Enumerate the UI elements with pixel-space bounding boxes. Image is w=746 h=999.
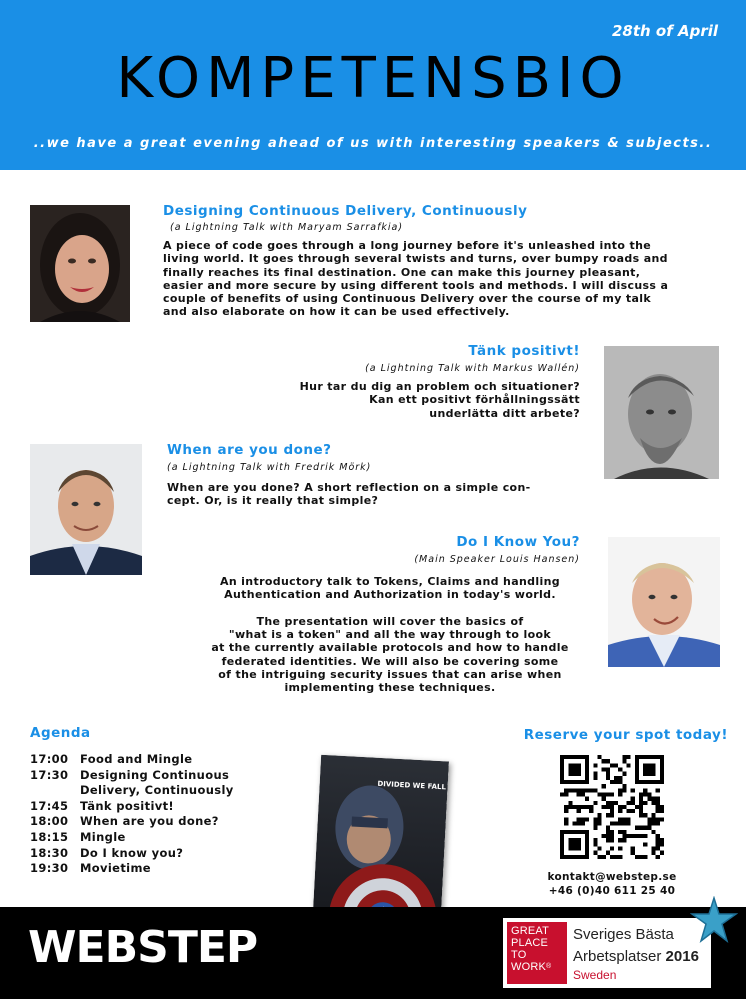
agenda-item: 18:00 When are you done? xyxy=(30,814,219,829)
event-title: KOMPETENSBIO xyxy=(116,46,630,111)
talk-1-subtitle: (a Lightning Talk with Maryam Sarrafkia) xyxy=(170,222,404,233)
event-tagline: ..we have a great evening ahead of us with interesting speakers & subjects.. xyxy=(33,136,713,151)
talk-4-description: An introductory talk to Tokens, Claims and handling Authentication and Authorization in today's world. The presentation will cover the basics of "what is a token" and all the way through to look at the currently available protocols and how to handle federated identities. We will also be covering some of the intriguing security issues that can arise when implementing these techniques. xyxy=(211,575,569,695)
contact-info xyxy=(530,870,694,898)
header-banner xyxy=(0,0,746,170)
award-line-2: Arbetsplatser 2016 xyxy=(573,948,699,965)
speaker-photo-fredrik xyxy=(30,444,142,575)
talk-4-subtitle: (Main Speaker Louis Hansen) xyxy=(414,554,580,565)
speaker-photo-maryam xyxy=(30,205,130,322)
qr-code[interactable] xyxy=(560,755,664,859)
talk-2-subtitle: (a Lightning Talk with Markus Wallén) xyxy=(365,363,580,374)
talk-1-title: Designing Continuous Delivery, Continuously xyxy=(163,203,528,219)
award-line-1: Sveriges Bästa xyxy=(573,926,674,943)
contact-email[interactable]: kontakt@webstep.se xyxy=(547,871,677,883)
talk-3-title: When are you done? xyxy=(167,442,332,458)
speaker-photo-louis xyxy=(608,537,720,667)
agenda-item: 17:45 Tänk positivt! xyxy=(30,798,175,813)
speaker-photo-markus xyxy=(604,346,719,479)
talk-4-title: Do I Know You? xyxy=(456,534,580,550)
agenda-item: 17:30 Designing Continuous Delivery, Continuously xyxy=(30,767,234,798)
reserve-title: Reserve your spot today! xyxy=(523,727,728,743)
agenda-item: 18:30 Do I know you? xyxy=(30,845,184,860)
webstep-logo: WEBSTEP xyxy=(28,922,258,973)
agenda-title: Agenda xyxy=(30,725,91,741)
talk-2-description: Hur tar du dig an problem och situationer? Kan ett positivt förhållningssätt underlätta ditt arbete? xyxy=(299,380,580,420)
agenda-list xyxy=(30,752,290,877)
award-country: Sweden xyxy=(573,968,617,982)
agenda-item: 19:30 Movietime xyxy=(30,861,151,876)
poster-tagline: DIVIDED WE FALL xyxy=(377,779,447,792)
gptw-logo: GREAT PLACE TO WORK® xyxy=(507,922,567,984)
star-icon xyxy=(690,896,738,944)
agenda-item: 18:15 Mingle xyxy=(30,829,126,844)
contact-phone: +46 (0)40 611 25 40 xyxy=(548,885,676,897)
agenda-item: 17:00 Food and Mingle xyxy=(30,752,193,766)
talk-1-description: A piece of code goes through a long journey before it's unleashed into the living world. It goes through several twists and turns, over bumpy roads and finally reaches its final destination. One can make this journey pleasant, easier and more secure by using different tools and methods. I will discuss a couple of benefits of using Continuous Delivery over the course of my talk and also elaborate on how it can be used effectively. xyxy=(163,239,669,319)
talk-2-title: Tänk positivt! xyxy=(468,343,580,359)
talk-3-subtitle: (a Lightning Talk with Fredrik Mörk) xyxy=(167,462,372,473)
event-date: 28th of April xyxy=(611,22,718,40)
talk-3-description: When are you done? A short reflection on a simple con- cept. Or, is it really that simple? xyxy=(167,481,531,508)
gptw-badge xyxy=(503,918,711,988)
